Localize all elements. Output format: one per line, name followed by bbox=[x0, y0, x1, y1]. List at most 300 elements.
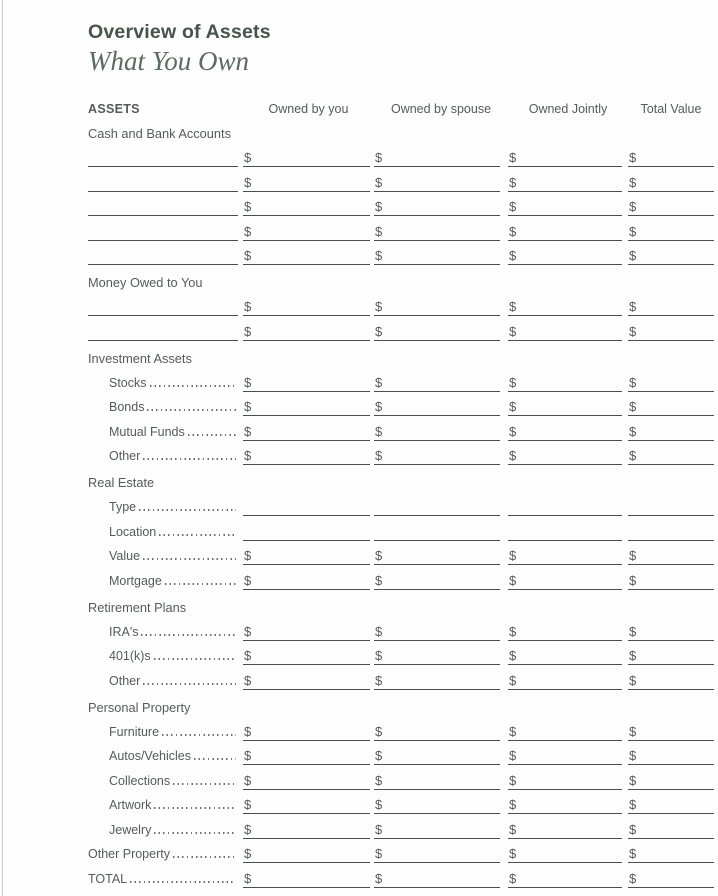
dot-leader bbox=[162, 734, 236, 736]
amount-line-owned-by-you[interactable] bbox=[243, 216, 370, 241]
dollar-sign: $ bbox=[375, 150, 383, 165]
amount-line-owned-jointly[interactable] bbox=[508, 416, 622, 441]
dollar-sign: $ bbox=[629, 772, 637, 788]
dollar-sign: $ bbox=[244, 623, 252, 639]
dollar-sign: $ bbox=[629, 723, 637, 739]
asset-row bbox=[88, 492, 714, 517]
dollar-sign: $ bbox=[509, 174, 517, 190]
amount-line-owned-by-you[interactable] bbox=[243, 565, 370, 590]
amount-line-owned-by-spouse[interactable] bbox=[374, 790, 500, 815]
amount-line-owned-by-spouse[interactable] bbox=[374, 741, 500, 766]
asset-name-line[interactable] bbox=[88, 316, 238, 341]
amount-line-owned-jointly[interactable] bbox=[508, 367, 622, 392]
amount-line-owned-by-spouse[interactable] bbox=[374, 665, 500, 690]
amount-line-owned-by-spouse[interactable] bbox=[374, 616, 500, 641]
asset-label-cell bbox=[88, 441, 238, 466]
dollar-sign: $ bbox=[509, 299, 517, 314]
asset-label-cell bbox=[88, 863, 238, 888]
dollar-sign: $ bbox=[629, 548, 637, 563]
amount-line-owned-by-you[interactable] bbox=[243, 641, 370, 666]
amount-line-total-value[interactable] bbox=[628, 441, 714, 466]
amount-line-owned-jointly[interactable] bbox=[508, 839, 622, 864]
amount-line-owned-by-spouse[interactable] bbox=[374, 392, 500, 417]
dollar-sign: $ bbox=[629, 248, 637, 263]
dollar-sign: $ bbox=[629, 448, 637, 463]
amount-line-owned-by-you[interactable] bbox=[243, 367, 370, 392]
asset-label: Other bbox=[109, 449, 141, 463]
amount-line-total-value[interactable] bbox=[628, 665, 714, 690]
amount-line-owned-by-you[interactable] bbox=[243, 541, 370, 566]
amount-line-total-value[interactable] bbox=[628, 241, 714, 266]
amount-line-owned-jointly[interactable] bbox=[508, 441, 622, 466]
asset-label: Mortgage bbox=[109, 573, 162, 588]
asset-label: Autos/Vehicles bbox=[109, 749, 191, 763]
amount-line-total-value[interactable] bbox=[628, 292, 714, 317]
dot-leader bbox=[130, 881, 236, 883]
dollar-sign: $ bbox=[244, 374, 252, 390]
dollar-sign: $ bbox=[629, 223, 637, 239]
section-title: Retirement Plans bbox=[88, 599, 187, 615]
dollar-sign: $ bbox=[375, 374, 383, 390]
dollar-sign: $ bbox=[509, 672, 517, 688]
asset-row bbox=[88, 167, 714, 192]
asset-row bbox=[88, 392, 714, 417]
worksheet-body bbox=[88, 126, 714, 888]
dollar-sign: $ bbox=[375, 399, 383, 414]
page-subtitle: What You Own bbox=[88, 46, 250, 76]
amount-line-total-value[interactable] bbox=[628, 516, 714, 541]
amount-line-owned-jointly[interactable] bbox=[508, 167, 622, 192]
asset-label: Other Property bbox=[88, 847, 170, 861]
amount-line-owned-by-spouse[interactable] bbox=[374, 565, 500, 590]
asset-row bbox=[88, 814, 714, 839]
amount-line-owned-by-you[interactable] bbox=[243, 492, 370, 517]
dot-leader bbox=[159, 534, 236, 536]
amount-line-owned-by-you[interactable] bbox=[243, 765, 370, 790]
dollar-sign: $ bbox=[629, 870, 637, 886]
amount-line-total-value[interactable] bbox=[628, 565, 714, 590]
section-title: Investment Assets bbox=[88, 350, 192, 366]
section bbox=[88, 839, 714, 888]
amount-line-owned-by-spouse[interactable] bbox=[374, 292, 500, 317]
dollar-sign: $ bbox=[509, 423, 517, 439]
dollar-sign: $ bbox=[509, 248, 517, 263]
dollar-sign: $ bbox=[375, 648, 383, 663]
asset-label-cell bbox=[88, 641, 238, 666]
assets-worksheet-page bbox=[88, 0, 714, 888]
asset-label: Furniture bbox=[109, 724, 160, 739]
dollar-sign: $ bbox=[244, 672, 252, 688]
section bbox=[88, 600, 714, 690]
dot-leader bbox=[173, 856, 236, 858]
asset-name-line[interactable] bbox=[88, 216, 238, 241]
dot-leader bbox=[154, 832, 236, 834]
asset-name-line[interactable] bbox=[88, 192, 238, 217]
dollar-sign: $ bbox=[244, 846, 252, 861]
amount-line-total-value[interactable] bbox=[628, 790, 714, 815]
dollar-sign: $ bbox=[244, 572, 252, 588]
dollar-sign: $ bbox=[244, 870, 252, 886]
asset-label: Jewelry bbox=[109, 822, 152, 837]
amount-line-owned-by-spouse[interactable] bbox=[374, 839, 500, 864]
dollar-sign: $ bbox=[509, 374, 517, 390]
dollar-sign: $ bbox=[629, 374, 637, 390]
asset-row bbox=[88, 241, 714, 266]
dot-leader bbox=[139, 509, 236, 511]
column-header-owned-by-spouse: Owned by spouse bbox=[390, 102, 492, 116]
amount-line-owned-by-spouse[interactable] bbox=[374, 367, 500, 392]
dollar-sign: $ bbox=[509, 870, 517, 886]
dollar-sign: $ bbox=[375, 299, 383, 314]
dollar-sign: $ bbox=[244, 723, 252, 739]
column-header-total-value: Total Value bbox=[640, 102, 702, 116]
dollar-sign: $ bbox=[375, 846, 383, 861]
dollar-sign: $ bbox=[375, 723, 383, 739]
amount-line-total-value[interactable] bbox=[628, 716, 714, 741]
asset-row bbox=[88, 716, 714, 741]
dollar-sign: $ bbox=[375, 174, 383, 190]
amount-line-total-value[interactable] bbox=[628, 167, 714, 192]
dollar-sign: $ bbox=[629, 748, 637, 763]
asset-row bbox=[88, 665, 714, 690]
dollar-sign: $ bbox=[629, 648, 637, 663]
amount-line-total-value[interactable] bbox=[628, 216, 714, 241]
amount-line-owned-jointly[interactable] bbox=[508, 741, 622, 766]
asset-label: Other bbox=[109, 673, 141, 688]
asset-row bbox=[88, 192, 714, 217]
asset-label: Mutual Funds bbox=[109, 424, 185, 439]
amount-line-owned-by-you[interactable] bbox=[243, 814, 370, 839]
dollar-sign: $ bbox=[375, 623, 383, 639]
asset-row bbox=[88, 516, 714, 541]
asset-row bbox=[88, 790, 714, 815]
amount-line-total-value[interactable] bbox=[628, 192, 714, 217]
asset-row bbox=[88, 441, 714, 466]
dollar-sign: $ bbox=[375, 223, 383, 239]
asset-label-cell bbox=[88, 765, 238, 790]
dot-leader bbox=[165, 583, 236, 585]
dollar-sign: $ bbox=[509, 623, 517, 639]
dollar-sign: $ bbox=[375, 772, 383, 788]
amount-line-owned-jointly[interactable] bbox=[508, 814, 622, 839]
asset-label-cell bbox=[88, 790, 238, 815]
amount-line-total-value[interactable] bbox=[628, 541, 714, 566]
asset-row bbox=[88, 216, 714, 241]
dollar-sign: $ bbox=[509, 399, 517, 414]
amount-line-owned-by-spouse[interactable] bbox=[374, 216, 500, 241]
dollar-sign: $ bbox=[244, 199, 252, 214]
asset-row bbox=[88, 863, 714, 888]
amount-line-owned-jointly[interactable] bbox=[508, 565, 622, 590]
amount-line-owned-by-you[interactable] bbox=[243, 863, 370, 888]
asset-row bbox=[88, 416, 714, 441]
amount-line-owned-by-you[interactable] bbox=[243, 316, 370, 341]
amount-line-owned-jointly[interactable] bbox=[508, 492, 622, 517]
amount-line-owned-by-spouse[interactable] bbox=[374, 241, 500, 266]
amount-line-owned-by-you[interactable] bbox=[243, 665, 370, 690]
amount-line-total-value[interactable] bbox=[628, 741, 714, 766]
asset-label: TOTAL bbox=[88, 871, 128, 886]
dollar-sign: $ bbox=[629, 797, 637, 812]
dollar-sign: $ bbox=[509, 548, 517, 563]
column-header-assets: ASSETS bbox=[88, 102, 140, 116]
asset-row bbox=[88, 741, 714, 766]
amount-line-owned-jointly[interactable] bbox=[508, 516, 622, 541]
amount-line-total-value[interactable] bbox=[628, 416, 714, 441]
dot-leader bbox=[150, 385, 236, 387]
page-title: Overview of Assets bbox=[88, 21, 271, 43]
asset-label: 401(k)s bbox=[109, 649, 151, 663]
section bbox=[88, 700, 714, 839]
amount-line-owned-jointly[interactable] bbox=[508, 716, 622, 741]
dollar-sign: $ bbox=[375, 323, 383, 339]
asset-row bbox=[88, 839, 714, 864]
dollar-sign: $ bbox=[375, 870, 383, 886]
amount-line-total-value[interactable] bbox=[628, 641, 714, 666]
dot-leader bbox=[188, 434, 236, 436]
asset-label-cell bbox=[88, 541, 238, 566]
amount-line-owned-by-you[interactable] bbox=[243, 616, 370, 641]
asset-name-line[interactable] bbox=[88, 292, 238, 317]
dot-leader bbox=[141, 634, 236, 636]
asset-label: Artwork bbox=[109, 798, 152, 812]
amount-line-owned-by-spouse[interactable] bbox=[374, 863, 500, 888]
section bbox=[88, 275, 714, 341]
amount-line-owned-by-spouse[interactable] bbox=[374, 641, 500, 666]
dollar-sign: $ bbox=[509, 772, 517, 788]
amount-line-total-value[interactable] bbox=[628, 316, 714, 341]
dot-leader bbox=[143, 683, 236, 685]
dollar-sign: $ bbox=[629, 846, 637, 861]
amount-line-owned-jointly[interactable] bbox=[508, 192, 622, 217]
dot-leader bbox=[194, 758, 236, 760]
amount-line-owned-by-spouse[interactable] bbox=[374, 416, 500, 441]
amount-line-owned-by-you[interactable] bbox=[243, 839, 370, 864]
amount-line-owned-by-you[interactable] bbox=[243, 392, 370, 417]
amount-line-owned-by-spouse[interactable] bbox=[374, 167, 500, 192]
asset-row bbox=[88, 565, 714, 590]
section bbox=[88, 475, 714, 590]
column-header-owned-jointly: Owned Jointly bbox=[528, 102, 608, 116]
amount-line-owned-by-you[interactable] bbox=[243, 790, 370, 815]
dollar-sign: $ bbox=[244, 150, 252, 165]
dollar-sign: $ bbox=[244, 323, 252, 339]
amount-line-owned-jointly[interactable] bbox=[508, 863, 622, 888]
amount-line-owned-jointly[interactable] bbox=[508, 216, 622, 241]
asset-label-cell bbox=[88, 741, 238, 766]
asset-label-cell bbox=[88, 665, 238, 690]
dollar-sign: $ bbox=[244, 299, 252, 314]
dollar-sign: $ bbox=[509, 846, 517, 861]
dollar-sign: $ bbox=[375, 248, 383, 263]
amount-line-owned-by-you[interactable] bbox=[243, 292, 370, 317]
dollar-sign: $ bbox=[629, 399, 637, 414]
section-title: Personal Property bbox=[88, 699, 191, 715]
dollar-sign: $ bbox=[629, 572, 637, 588]
asset-row bbox=[88, 143, 714, 168]
section-title: Real Estate bbox=[88, 475, 155, 490]
asset-label-cell bbox=[88, 416, 238, 441]
dollar-sign: $ bbox=[244, 423, 252, 439]
amount-line-owned-by-you[interactable] bbox=[243, 441, 370, 466]
asset-label-cell bbox=[88, 616, 238, 641]
amount-line-owned-by-spouse[interactable] bbox=[374, 814, 500, 839]
section bbox=[88, 351, 714, 466]
asset-label: IRA's bbox=[109, 624, 139, 639]
amount-line-owned-by-you[interactable] bbox=[243, 716, 370, 741]
asset-row bbox=[88, 765, 714, 790]
dollar-sign: $ bbox=[375, 572, 383, 588]
dollar-sign: $ bbox=[629, 623, 637, 639]
amount-line-owned-by-spouse[interactable] bbox=[374, 441, 500, 466]
section bbox=[88, 126, 714, 265]
dollar-sign: $ bbox=[629, 423, 637, 439]
dollar-sign: $ bbox=[509, 199, 517, 214]
dollar-sign: $ bbox=[509, 748, 517, 763]
table-header-row bbox=[88, 102, 714, 116]
dollar-sign: $ bbox=[244, 248, 252, 263]
amount-line-total-value[interactable] bbox=[628, 765, 714, 790]
amount-line-total-value[interactable] bbox=[628, 392, 714, 417]
amount-line-total-value[interactable] bbox=[628, 367, 714, 392]
amount-line-owned-jointly[interactable] bbox=[508, 292, 622, 317]
dollar-sign: $ bbox=[375, 199, 383, 214]
dollar-sign: $ bbox=[244, 772, 252, 788]
dollar-sign: $ bbox=[509, 150, 517, 165]
dollar-sign: $ bbox=[375, 448, 383, 463]
amount-line-owned-by-you[interactable] bbox=[243, 143, 370, 168]
amount-line-owned-by-spouse[interactable] bbox=[374, 765, 500, 790]
asset-row bbox=[88, 641, 714, 666]
dot-leader bbox=[147, 409, 236, 411]
asset-label-cell bbox=[88, 814, 238, 839]
dot-leader bbox=[143, 558, 236, 560]
dollar-sign: $ bbox=[375, 797, 383, 812]
asset-label-cell bbox=[88, 565, 238, 590]
dollar-sign: $ bbox=[244, 548, 252, 563]
asset-label: Bonds bbox=[109, 400, 145, 414]
amount-line-owned-by-spouse[interactable] bbox=[374, 492, 500, 517]
amount-line-owned-by-spouse[interactable] bbox=[374, 716, 500, 741]
dollar-sign: $ bbox=[244, 748, 252, 763]
dollar-sign: $ bbox=[244, 648, 252, 663]
dollar-sign: $ bbox=[244, 448, 252, 463]
dot-leader bbox=[143, 458, 236, 460]
section-title: Cash and Bank Accounts bbox=[88, 126, 231, 141]
amount-line-owned-by-spouse[interactable] bbox=[374, 516, 500, 541]
amount-line-owned-by-you[interactable] bbox=[243, 741, 370, 766]
asset-label-cell bbox=[88, 716, 238, 741]
amount-line-owned-by-you[interactable] bbox=[243, 192, 370, 217]
dollar-sign: $ bbox=[375, 672, 383, 688]
page-left-edge bbox=[2, 0, 3, 896]
asset-row bbox=[88, 292, 714, 317]
dollar-sign: $ bbox=[244, 174, 252, 190]
dollar-sign: $ bbox=[244, 797, 252, 812]
amount-line-owned-by-you[interactable] bbox=[243, 516, 370, 541]
amount-line-total-value[interactable] bbox=[628, 616, 714, 641]
asset-label: Type bbox=[109, 500, 137, 514]
amount-line-owned-jointly[interactable] bbox=[508, 665, 622, 690]
amount-line-owned-by-spouse[interactable] bbox=[374, 192, 500, 217]
amount-line-total-value[interactable] bbox=[628, 492, 714, 517]
amount-line-owned-jointly[interactable] bbox=[508, 790, 622, 815]
amount-line-owned-jointly[interactable] bbox=[508, 241, 622, 266]
asset-row bbox=[88, 316, 714, 341]
dot-leader bbox=[173, 783, 236, 785]
amount-line-owned-by-spouse[interactable] bbox=[374, 316, 500, 341]
amount-line-owned-jointly[interactable] bbox=[508, 316, 622, 341]
asset-label-cell bbox=[88, 367, 238, 392]
asset-label-cell bbox=[88, 492, 238, 517]
dollar-sign: $ bbox=[629, 174, 637, 190]
dollar-sign: $ bbox=[509, 223, 517, 239]
dollar-sign: $ bbox=[244, 821, 252, 837]
asset-label: Location bbox=[109, 524, 157, 539]
dollar-sign: $ bbox=[509, 572, 517, 588]
amount-line-owned-by-you[interactable] bbox=[243, 416, 370, 441]
dollar-sign: $ bbox=[509, 323, 517, 339]
amount-line-owned-jointly[interactable] bbox=[508, 541, 622, 566]
dollar-sign: $ bbox=[375, 748, 383, 763]
asset-row bbox=[88, 367, 714, 392]
dollar-sign: $ bbox=[629, 150, 637, 165]
amount-line-owned-by-spouse[interactable] bbox=[374, 143, 500, 168]
asset-label-cell bbox=[88, 516, 238, 541]
dollar-sign: $ bbox=[375, 548, 383, 563]
dollar-sign: $ bbox=[509, 723, 517, 739]
asset-row bbox=[88, 616, 714, 641]
amount-line-owned-by-spouse[interactable] bbox=[374, 541, 500, 566]
asset-name-line[interactable] bbox=[88, 167, 238, 192]
dollar-sign: $ bbox=[375, 423, 383, 439]
asset-label: Collections bbox=[109, 773, 171, 788]
dollar-sign: $ bbox=[629, 323, 637, 339]
dot-leader bbox=[154, 807, 236, 809]
dollar-sign: $ bbox=[629, 821, 637, 837]
amount-line-total-value[interactable] bbox=[628, 814, 714, 839]
asset-row bbox=[88, 541, 714, 566]
amount-line-owned-jointly[interactable] bbox=[508, 765, 622, 790]
dollar-sign: $ bbox=[509, 797, 517, 812]
amount-line-owned-jointly[interactable] bbox=[508, 143, 622, 168]
asset-label: Stocks bbox=[109, 375, 147, 390]
asset-label: Value bbox=[109, 549, 141, 563]
amount-line-total-value[interactable] bbox=[628, 863, 714, 888]
dollar-sign: $ bbox=[509, 448, 517, 463]
asset-label-cell bbox=[88, 839, 238, 864]
amount-line-owned-jointly[interactable] bbox=[508, 392, 622, 417]
amount-line-owned-jointly[interactable] bbox=[508, 616, 622, 641]
asset-name-line[interactable] bbox=[88, 143, 238, 168]
amount-line-total-value[interactable] bbox=[628, 839, 714, 864]
amount-line-owned-jointly[interactable] bbox=[508, 641, 622, 666]
dollar-sign: $ bbox=[244, 399, 252, 414]
dollar-sign: $ bbox=[509, 648, 517, 663]
amount-line-owned-by-you[interactable] bbox=[243, 241, 370, 266]
asset-label-cell bbox=[88, 392, 238, 417]
amount-line-total-value[interactable] bbox=[628, 143, 714, 168]
column-header-owned-by-you: Owned by you bbox=[268, 102, 349, 116]
dollar-sign: $ bbox=[375, 821, 383, 837]
dollar-sign: $ bbox=[244, 223, 252, 239]
dollar-sign: $ bbox=[629, 199, 637, 214]
dollar-sign: $ bbox=[629, 672, 637, 688]
dot-leader bbox=[154, 658, 236, 660]
asset-name-line[interactable] bbox=[88, 241, 238, 266]
amount-line-owned-by-you[interactable] bbox=[243, 167, 370, 192]
dollar-sign: $ bbox=[509, 821, 517, 837]
